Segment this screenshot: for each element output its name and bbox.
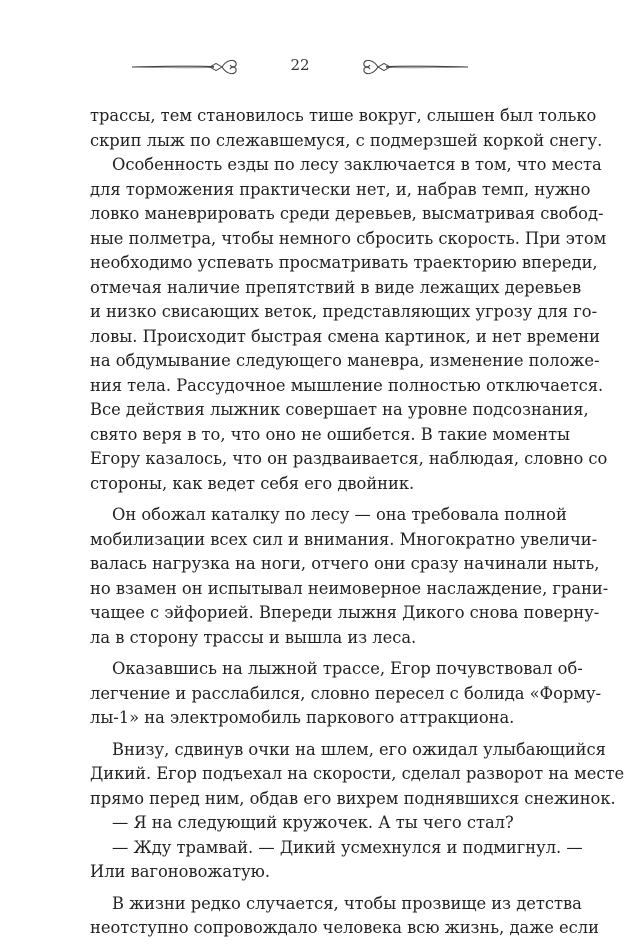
page-header: [0, 50, 600, 84]
text-line: — Я на следующий кружочек. А ты чего стал?: [112, 813, 514, 832]
text-line: валась нагрузка на ноги, отчего они сразу начинали ныть,: [90, 554, 600, 573]
text-line: ловко маневрировать среди деревьев, высматривая свобод-: [90, 204, 604, 223]
text-line: Особенность езды по лесу заключается в том, что места: [112, 155, 602, 174]
page-number: 22: [290, 56, 310, 74]
text-line: но взамен он испытывал неимоверное наслаждение, грани-: [90, 578, 609, 598]
right-ornament-icon: [353, 50, 468, 84]
text-line: необходимо успевать просматривать траекторию впереди,: [90, 253, 598, 272]
text-line: Дикий. Егор подъехал на скорости, сделал разворот на месте: [90, 764, 624, 783]
left-ornament-icon: [132, 50, 247, 84]
text-line: свято веря в то, что оно не ошибется. В такие моменты: [90, 424, 571, 444]
text-line: для торможения практически нет, и, набрав темп, нужно: [90, 179, 591, 199]
text-line: трассы, тем становилось тише вокруг, слышен был только: [90, 106, 597, 125]
text-line: Оказавшись на лыжной трассе, Егор почувствовал об-: [112, 659, 583, 678]
text-line: Все действия лыжник совершает на уровне подсознания,: [90, 400, 589, 419]
text-line: ла в сторону трассы и вышла из леса.: [90, 627, 417, 647]
text-line: Егору казалось, что он раздваивается, наблюдая, словно со: [90, 449, 608, 468]
text-line: Он обожал каталку по лесу — она требовала полной: [112, 505, 567, 524]
text-line: ловы. Происходит быстрая смена картинок, и нет времени: [90, 326, 600, 346]
text-line: чащее с эйфорией. Впереди лыжня Дикого снова поверну-: [90, 603, 600, 622]
text-line: мобилизации всех сил и внимания. Многократно увеличи-: [90, 529, 598, 549]
text-line: ния тела. Рассудочное мышление полностью отключается.: [90, 375, 604, 395]
text-line: Или вагоновожатую.: [90, 862, 271, 881]
text-line: Внизу, сдвинув очки на шлем, его ожидал улыбающийся: [112, 739, 606, 759]
text-line: ные полметра, чтобы немного сбросить скорость. При этом: [90, 228, 607, 248]
text-line: и низко свисающих веток, представляющих угрозу для го-: [90, 302, 598, 321]
text-line: прямо перед ним, обдав его вихрем поднявшихся снежинок.: [90, 788, 616, 808]
text-line: неотступно сопровождало человека всю жизнь, даже если: [90, 918, 599, 937]
text-line: легчение и расслабился, словно пересел с болида «Форму-: [90, 683, 602, 703]
text-line: лы-1» на электромобиль паркового аттракциона.: [90, 708, 515, 727]
text-line: стороны, как ведет себя его двойник.: [90, 473, 415, 493]
text-line: скрип лыж по слежавшемуся, с подмерзшей коркой снегу.: [90, 130, 603, 150]
page-text: [90, 104, 624, 941]
text-line: — Жду трамвай. — Дикий усмехнулся и подмигнул. —: [112, 837, 583, 857]
text-line: отмечая наличие препятствий в виде лежащих деревьев: [90, 277, 582, 297]
text-line: на обдумывание следующего маневра, изменение положе-: [90, 351, 600, 370]
text-line: В жизни редко случается, чтобы прозвище из детства: [112, 893, 582, 913]
